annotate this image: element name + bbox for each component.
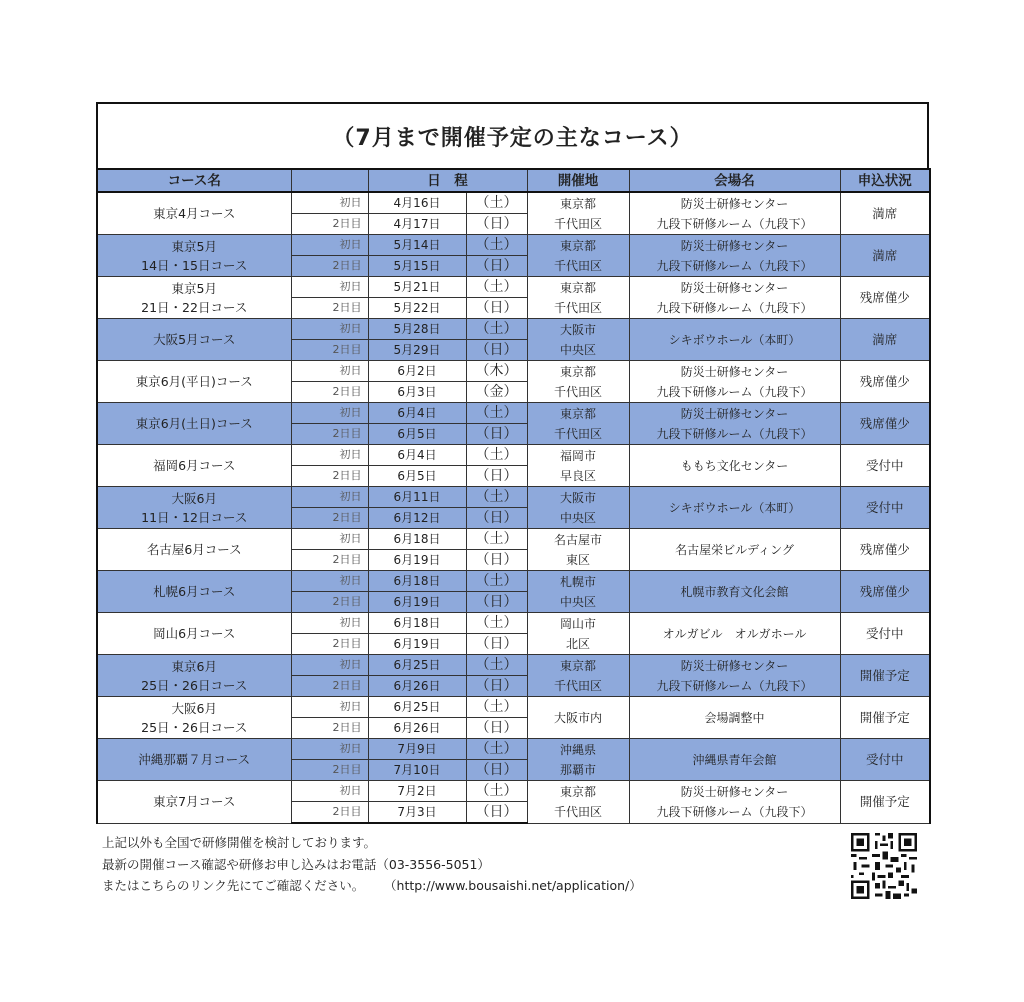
location-cell: 大阪市 中央区	[527, 487, 629, 529]
header-location: 開催地	[527, 169, 629, 192]
course-name: 東京5月 14日・15日コース	[97, 235, 291, 277]
table-row	[97, 235, 930, 256]
day-label: 2日目	[291, 508, 368, 529]
date-cell: 5月29日	[368, 340, 466, 361]
date-cell: 6月2日	[368, 361, 466, 382]
status-badge: 受付中	[840, 445, 930, 487]
weekday-cell: （日）	[466, 424, 527, 445]
venue-cell: 防災士研修センター 九段下研修ルーム（九段下）	[629, 403, 840, 445]
date-cell: 6月18日	[368, 571, 466, 592]
date-cell: 6月4日	[368, 403, 466, 424]
date-cell: 7月9日	[368, 739, 466, 760]
date-cell: 6月25日	[368, 697, 466, 718]
table-row	[97, 403, 930, 424]
location-cell: 東京都 千代田区	[527, 361, 629, 403]
day-label: 2日目	[291, 256, 368, 277]
day-label: 初日	[291, 697, 368, 718]
table-row	[97, 192, 930, 214]
venue-cell: シキボウホール（本町）	[629, 319, 840, 361]
date-cell: 6月18日	[368, 613, 466, 634]
day-label: 初日	[291, 277, 368, 298]
day-label: 2日目	[291, 466, 368, 487]
date-cell: 6月18日	[368, 529, 466, 550]
date-cell: 5月14日	[368, 235, 466, 256]
course-name: 大阪6月 11日・12日コース	[97, 487, 291, 529]
location-cell: 福岡市 早良区	[527, 445, 629, 487]
venue-cell: 防災士研修センター 九段下研修ルーム（九段下）	[629, 277, 840, 319]
course-name: 東京6月(土日)コース	[97, 403, 291, 445]
table-row	[97, 529, 930, 550]
status-badge: 残席僅少	[840, 529, 930, 571]
venue-cell: 沖縄県青年会館	[629, 739, 840, 781]
weekday-cell: （土）	[466, 277, 527, 298]
venue-cell: 札幌市教育文化会館	[629, 571, 840, 613]
table-row	[97, 571, 930, 592]
day-label: 初日	[291, 613, 368, 634]
application-link[interactable]: （http://www.bousaishi.net/application/）	[390, 878, 642, 893]
table-row	[97, 361, 930, 382]
venue-cell: ももち文化センター	[629, 445, 840, 487]
status-badge: 受付中	[840, 739, 930, 781]
day-label: 初日	[291, 739, 368, 760]
location-cell: 札幌市 中央区	[527, 571, 629, 613]
date-cell: 4月17日	[368, 214, 466, 235]
status-badge: 残席僅少	[840, 403, 930, 445]
location-cell: 名古屋市 東区	[527, 529, 629, 571]
day-label: 2日目	[291, 760, 368, 781]
weekday-cell: （日）	[466, 508, 527, 529]
table-header-row	[97, 169, 930, 192]
weekday-cell: （木）	[466, 361, 527, 382]
status-badge: 残席僅少	[840, 277, 930, 319]
weekday-cell: （日）	[466, 340, 527, 361]
status-badge: 開催予定	[840, 655, 930, 697]
weekday-cell: （日）	[466, 298, 527, 319]
date-cell: 6月12日	[368, 508, 466, 529]
venue-cell: 名古屋栄ビルディング	[629, 529, 840, 571]
date-cell: 4月16日	[368, 192, 466, 214]
day-label: 2日目	[291, 634, 368, 655]
location-cell: 東京都 千代田区	[527, 235, 629, 277]
course-name: 東京6月(平日)コース	[97, 361, 291, 403]
venue-cell: オルガビル オルガホール	[629, 613, 840, 655]
status-badge: 受付中	[840, 487, 930, 529]
date-cell: 5月28日	[368, 319, 466, 340]
date-cell: 6月26日	[368, 718, 466, 739]
note-line-2: 最新の開催コース確認や研修お申し込みはお電話（03-3556-5051）	[102, 856, 490, 872]
location-cell: 大阪市 中央区	[527, 319, 629, 361]
course-name: 名古屋6月コース	[97, 529, 291, 571]
course-name: 東京5月 21日・22日コース	[97, 277, 291, 319]
date-cell: 6月25日	[368, 655, 466, 676]
header-blank	[291, 169, 368, 192]
date-cell: 7月10日	[368, 760, 466, 781]
status-badge: 残席僅少	[840, 571, 930, 613]
date-cell: 6月19日	[368, 634, 466, 655]
course-schedule-sheet	[96, 102, 929, 824]
table-row	[97, 613, 930, 634]
course-name: 岡山6月コース	[97, 613, 291, 655]
course-name: 沖縄那覇７月コース	[97, 739, 291, 781]
venue-cell: 防災士研修センター 九段下研修ルーム（九段下）	[629, 781, 840, 824]
date-cell: 5月21日	[368, 277, 466, 298]
day-label: 初日	[291, 487, 368, 508]
date-cell: 6月19日	[368, 550, 466, 571]
course-name: 大阪6月 25日・26日コース	[97, 697, 291, 739]
venue-cell: シキボウホール（本町）	[629, 487, 840, 529]
day-label: 初日	[291, 192, 368, 214]
date-cell: 5月15日	[368, 256, 466, 277]
date-cell: 7月2日	[368, 781, 466, 802]
weekday-cell: （土）	[466, 445, 527, 466]
day-label: 2日目	[291, 382, 368, 403]
weekday-cell: （日）	[466, 634, 527, 655]
course-name: 東京4月コース	[97, 192, 291, 235]
table-row	[97, 487, 930, 508]
day-label: 2日目	[291, 676, 368, 697]
location-cell: 東京都 千代田区	[527, 192, 629, 235]
weekday-cell: （日）	[466, 802, 527, 824]
location-cell: 沖縄県 那覇市	[527, 739, 629, 781]
status-badge: 満席	[840, 319, 930, 361]
table-row	[97, 655, 930, 676]
status-badge: 開催予定	[840, 697, 930, 739]
weekday-cell: （土）	[466, 697, 527, 718]
location-cell: 東京都 千代田区	[527, 655, 629, 697]
date-cell: 7月3日	[368, 802, 466, 824]
location-cell: 大阪市内	[527, 697, 629, 739]
course-name: 大阪5月コース	[97, 319, 291, 361]
course-table	[96, 168, 931, 824]
day-label: 初日	[291, 361, 368, 382]
weekday-cell: （金）	[466, 382, 527, 403]
date-cell: 6月5日	[368, 424, 466, 445]
venue-cell: 防災士研修センター 九段下研修ルーム（九段下）	[629, 655, 840, 697]
weekday-cell: （日）	[466, 718, 527, 739]
day-label: 2日目	[291, 340, 368, 361]
status-badge: 残席僅少	[840, 361, 930, 403]
day-label: 初日	[291, 571, 368, 592]
status-badge: 満席	[840, 192, 930, 235]
day-label: 2日目	[291, 298, 368, 319]
day-label: 初日	[291, 235, 368, 256]
course-name: 東京7月コース	[97, 781, 291, 824]
location-cell: 東京都 千代田区	[527, 781, 629, 824]
weekday-cell: （日）	[466, 214, 527, 235]
weekday-cell: （土）	[466, 781, 527, 802]
weekday-cell: （土）	[466, 235, 527, 256]
table-row	[97, 739, 930, 760]
day-label: 初日	[291, 781, 368, 802]
weekday-cell: （土）	[466, 529, 527, 550]
day-label: 2日目	[291, 214, 368, 235]
status-badge: 受付中	[840, 613, 930, 655]
day-label: 2日目	[291, 424, 368, 445]
location-cell: 東京都 千代田区	[527, 403, 629, 445]
weekday-cell: （日）	[466, 256, 527, 277]
venue-cell: 防災士研修センター 九段下研修ルーム（九段下）	[629, 361, 840, 403]
note-line-3	[102, 875, 642, 897]
header-venue: 会場名	[629, 169, 840, 192]
page-title: （7月まで開催予定の主なコース）	[96, 102, 929, 168]
day-label: 2日目	[291, 802, 368, 824]
table-row	[97, 319, 930, 340]
qr-code-icon	[849, 833, 919, 899]
note-line-3-text: またはこちらのリンク先にてご確認ください。	[102, 878, 365, 893]
venue-cell: 会場調整中	[629, 697, 840, 739]
header-status: 申込状況	[840, 169, 930, 192]
weekday-cell: （日）	[466, 592, 527, 613]
weekday-cell: （土）	[466, 613, 527, 634]
weekday-cell: （土）	[466, 319, 527, 340]
header-course: コース名	[97, 169, 291, 192]
course-name: 東京6月 25日・26日コース	[97, 655, 291, 697]
course-name: 札幌6月コース	[97, 571, 291, 613]
date-cell: 6月4日	[368, 445, 466, 466]
day-label: 初日	[291, 403, 368, 424]
location-cell: 岡山市 北区	[527, 613, 629, 655]
venue-cell: 防災士研修センター 九段下研修ルーム（九段下）	[629, 235, 840, 277]
table-row	[97, 277, 930, 298]
weekday-cell: （土）	[466, 571, 527, 592]
location-cell: 東京都 千代田区	[527, 277, 629, 319]
weekday-cell: （土）	[466, 403, 527, 424]
weekday-cell: （日）	[466, 466, 527, 487]
note-line-1: 上記以外も全国で研修開催を検討しております。	[102, 835, 377, 850]
date-cell: 6月19日	[368, 592, 466, 613]
date-cell: 6月11日	[368, 487, 466, 508]
weekday-cell: （土）	[466, 192, 527, 214]
table-row	[97, 781, 930, 802]
day-label: 初日	[291, 319, 368, 340]
day-label: 初日	[291, 445, 368, 466]
table-row	[97, 697, 930, 718]
day-label: 初日	[291, 655, 368, 676]
course-name: 福岡6月コース	[97, 445, 291, 487]
date-cell: 6月5日	[368, 466, 466, 487]
venue-cell: 防災士研修センター 九段下研修ルーム（九段下）	[629, 192, 840, 235]
day-label: 2日目	[291, 550, 368, 571]
weekday-cell: （土）	[466, 655, 527, 676]
weekday-cell: （日）	[466, 550, 527, 571]
day-label: 2日目	[291, 592, 368, 613]
weekday-cell: （日）	[466, 676, 527, 697]
date-cell: 5月22日	[368, 298, 466, 319]
weekday-cell: （土）	[466, 739, 527, 760]
day-label: 2日目	[291, 718, 368, 739]
weekday-cell: （土）	[466, 487, 527, 508]
day-label: 初日	[291, 529, 368, 550]
date-cell: 6月3日	[368, 382, 466, 403]
table-row	[97, 445, 930, 466]
header-schedule: 日 程	[368, 169, 527, 192]
status-badge: 満席	[840, 235, 930, 277]
date-cell: 6月26日	[368, 676, 466, 697]
weekday-cell: （日）	[466, 760, 527, 781]
status-badge: 開催予定	[840, 781, 930, 824]
footnotes	[102, 832, 642, 897]
